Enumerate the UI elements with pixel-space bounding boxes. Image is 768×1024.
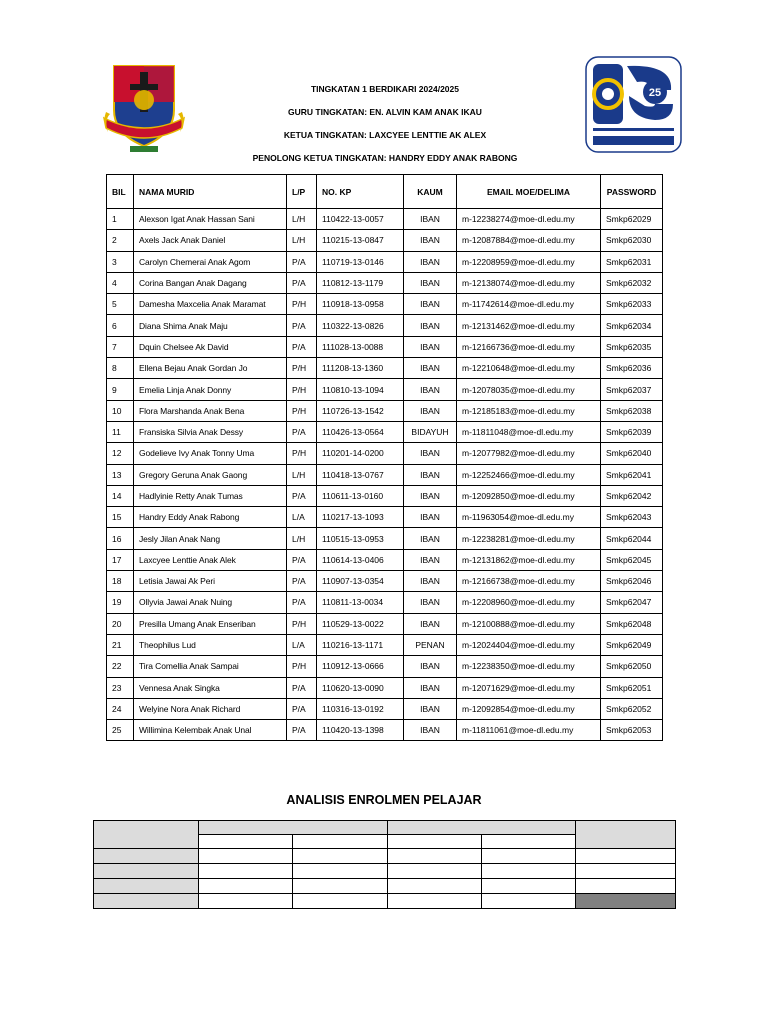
table-row [107,571,663,592]
cell-nama-murid: Theophilus Lud [134,634,287,655]
cell-bil: 4 [107,272,134,293]
cell-lp: P/A [287,720,317,741]
cell-no-kp: 110529-13-0022 [317,613,404,634]
cell-password: Smkp62040 [601,443,663,464]
cell-password: Smkp62051 [601,677,663,698]
cell-password: Smkp62043 [601,507,663,528]
cell-nama-murid: Letisia Jawai Ak Peri [134,571,287,592]
cell-no-kp: 110918-13-0958 [317,294,404,315]
cell-email: m-12100888@moe-dl.edu.my [457,613,601,634]
header-email: EMAIL MOE/DELIMA [457,175,601,209]
class-teacher: GURU TINGKATAN: EN. ALVIN KAM ANAK IKAU [288,107,482,117]
cell-email: m-11742614@moe-dl.edu.my [457,294,601,315]
cell-nama-murid: Alexson Igat Anak Hassan Sani [134,209,287,230]
class-monitor: KETUA TINGKATAN: LAXCYEE LENTTIE AK ALEX [283,130,487,140]
analysis-cell [576,821,676,849]
table-row [107,464,663,485]
cell-email: m-12238350@moe-dl.edu.my [457,656,601,677]
cell-bil: 7 [107,336,134,357]
cell-kaum: IBAN [404,358,457,379]
cell-email: m-12166736@moe-dl.edu.my [457,336,601,357]
cell-kaum: IBAN [404,294,457,315]
cell-lp: P/A [287,592,317,613]
analysis-cell [576,864,676,879]
table-header-row [107,175,663,209]
cell-email: m-12185183@moe-dl.edu.my [457,400,601,421]
cell-lp: P/H [287,358,317,379]
analysis-cell [293,879,388,894]
cell-nama-murid: Corina Bangan Anak Dagang [134,272,287,293]
cell-no-kp: 110912-13-0666 [317,656,404,677]
cell-email: m-12208959@moe-dl.edu.my [457,251,601,272]
assistant-monitor: PENOLONG KETUA TINGKATAN: HANDRY EDDY ANAK RABONG [252,153,518,163]
cell-bil: 1 [107,209,134,230]
cell-lp: L/A [287,507,317,528]
analysis-cell [94,894,199,909]
table-row [107,230,663,251]
cell-kaum: IBAN [404,528,457,549]
cell-lp: P/A [287,251,317,272]
table-row [107,634,663,655]
cell-nama-murid: Flora Marshanda Anak Bena [134,400,287,421]
analysis-title: ANALISIS ENROLMEN PELAJAR [286,793,482,807]
cell-email: m-12092854@moe-dl.edu.my [457,698,601,719]
table-row [107,315,663,336]
cell-no-kp: 110201-14-0200 [317,443,404,464]
cell-password: Smkp62044 [601,528,663,549]
header-kaum: KAUM [404,175,457,209]
cell-kaum: IBAN [404,720,457,741]
cell-kaum: IBAN [404,209,457,230]
cell-bil: 8 [107,358,134,379]
cell-lp: P/H [287,379,317,400]
cell-bil: 11 [107,421,134,442]
cell-email: m-12071629@moe-dl.edu.my [457,677,601,698]
cell-lp: P/H [287,443,317,464]
cell-kaum: IBAN [404,400,457,421]
cell-bil: 9 [107,379,134,400]
cell-no-kp: 110812-13-1179 [317,272,404,293]
cell-no-kp: 110614-13-0406 [317,549,404,570]
cell-nama-murid: Damesha Maxcelia Anak Maramat [134,294,287,315]
cell-lp: L/H [287,209,317,230]
cell-kaum: IBAN [404,613,457,634]
cell-password: Smkp62052 [601,698,663,719]
cell-password: Smkp62048 [601,613,663,634]
cell-no-kp: 110216-13-1171 [317,634,404,655]
cell-bil: 24 [107,698,134,719]
cell-lp: L/H [287,464,317,485]
cell-password: Smkp62047 [601,592,663,613]
cell-no-kp: 110426-13-0564 [317,421,404,442]
table-row [107,485,663,506]
cell-bil: 18 [107,571,134,592]
cell-nama-murid: Presilla Umang Anak Enseriban [134,613,287,634]
cell-password: Smkp62029 [601,209,663,230]
cell-kaum: IBAN [404,336,457,357]
cell-bil: 6 [107,315,134,336]
cell-lp: P/H [287,656,317,677]
cell-bil: 12 [107,443,134,464]
cell-nama-murid: Tira Comellia Anak Sampai [134,656,287,677]
cell-email: m-12087884@moe-dl.edu.my [457,230,601,251]
cell-nama-murid: Jesly Jilan Anak Nang [134,528,287,549]
cell-nama-murid: Ollyvia Jawai Anak Nuing [134,592,287,613]
header-password: PASSWORD [601,175,663,209]
cell-lp: L/A [287,634,317,655]
cell-bil: 16 [107,528,134,549]
cell-password: Smkp62033 [601,294,663,315]
cell-kaum: IBAN [404,549,457,570]
analysis-row [94,849,676,864]
analysis-cell [388,835,482,849]
header-no-kp: NO. KP [317,175,404,209]
table-row [107,677,663,698]
cell-password: Smkp62045 [601,549,663,570]
cell-kaum: IBAN [404,507,457,528]
analysis-cell [482,894,576,909]
cell-nama-murid: Welyine Nora Anak Richard [134,698,287,719]
table-row [107,698,663,719]
analysis-cell [293,894,388,909]
analysis-cell [388,864,482,879]
analysis-cell [199,821,388,835]
table-row [107,549,663,570]
analysis-cell [199,894,293,909]
cell-lp: P/H [287,294,317,315]
cell-lp: P/A [287,272,317,293]
table-row [107,379,663,400]
cell-bil: 19 [107,592,134,613]
cell-lp: P/A [287,421,317,442]
student-roster-table [106,174,663,741]
analysis-cell [293,835,388,849]
cell-nama-murid: Gregory Geruna Anak Gaong [134,464,287,485]
analysis-cell [94,849,199,864]
cell-lp: P/H [287,400,317,421]
cell-nama-murid: Laxcyee Lenttie Anak Alek [134,549,287,570]
analysis-cell [293,849,388,864]
cell-nama-murid: Vennesa Anak Singka [134,677,287,698]
analysis-cell [576,879,676,894]
table-row [107,272,663,293]
cell-email: m-11963054@moe-dl.edu.my [457,507,601,528]
cell-kaum: IBAN [404,464,457,485]
table-row [107,400,663,421]
cell-nama-murid: Emelia Linja Anak Donny [134,379,287,400]
analysis-cell [199,864,293,879]
cell-nama-murid: Willimina Kelembak Anak Unal [134,720,287,741]
analysis-cell [94,821,199,849]
cell-password: Smkp62041 [601,464,663,485]
school-crest-logo [100,62,188,156]
analysis-cell [576,894,676,909]
table-row [107,507,663,528]
anniversary-number: 25 [648,87,662,99]
cell-nama-murid: Godelieve Ivy Anak Tonny Uma [134,443,287,464]
cell-no-kp: 110620-13-0090 [317,677,404,698]
cell-bil: 10 [107,400,134,421]
cell-email: m-12131462@moe-dl.edu.my [457,315,601,336]
table-row [107,613,663,634]
cell-kaum: IBAN [404,592,457,613]
cell-bil: 23 [107,677,134,698]
cell-kaum: PENAN [404,634,457,655]
cell-nama-murid: Fransiska Silvia Anak Dessy [134,421,287,442]
cell-bil: 13 [107,464,134,485]
analysis-cell [482,835,576,849]
cell-nama-murid: Diana Shima Anak Maju [134,315,287,336]
analysis-cell [482,879,576,894]
table-row [107,421,663,442]
cell-email: m-12166738@moe-dl.edu.my [457,571,601,592]
cell-no-kp: 110719-13-0146 [317,251,404,272]
analysis-cell [199,835,293,849]
cell-lp: P/A [287,485,317,506]
cell-kaum: IBAN [404,315,457,336]
cell-no-kp: 110422-13-0057 [317,209,404,230]
cell-bil: 25 [107,720,134,741]
cell-email: m-12138074@moe-dl.edu.my [457,272,601,293]
header-bil: BIL [107,175,134,209]
cell-kaum: IBAN [404,251,457,272]
cell-no-kp: 111028-13-0088 [317,336,404,357]
cell-password: Smkp62030 [601,230,663,251]
header-lp: L/P [287,175,317,209]
cell-kaum: IBAN [404,698,457,719]
cell-email: m-12024404@moe-dl.edu.my [457,634,601,655]
cell-email: m-12078035@moe-dl.edu.my [457,379,601,400]
cell-email: m-12210648@moe-dl.edu.my [457,358,601,379]
table-row [107,358,663,379]
cell-no-kp: 110611-13-0160 [317,485,404,506]
cell-password: Smkp62037 [601,379,663,400]
cell-no-kp: 110515-13-0953 [317,528,404,549]
cell-kaum: BIDAYUH [404,421,457,442]
analysis-cell [199,879,293,894]
cell-lp: P/A [287,549,317,570]
table-row [107,528,663,549]
cell-lp: P/A [287,677,317,698]
cell-email: m-12252466@moe-dl.edu.my [457,464,601,485]
cell-no-kp: 110217-13-1093 [317,507,404,528]
cell-password: Smkp62053 [601,720,663,741]
cell-kaum: IBAN [404,485,457,506]
cell-no-kp: 110811-13-0034 [317,592,404,613]
cell-kaum: IBAN [404,677,457,698]
cell-email: m-12208960@moe-dl.edu.my [457,592,601,613]
cell-bil: 14 [107,485,134,506]
table-row [107,336,663,357]
cell-email: m-12238274@moe-dl.edu.my [457,209,601,230]
table-row [107,656,663,677]
analysis-cell [482,849,576,864]
cell-lp: L/H [287,528,317,549]
cell-no-kp: 110907-13-0354 [317,571,404,592]
analysis-cell [576,849,676,864]
class-title: TINGKATAN 1 BERDIKARI 2024/2025 [310,84,459,94]
analysis-cell [388,894,482,909]
enrolment-analysis-table [93,820,676,909]
cell-nama-murid: Hadlyinie Retty Anak Tumas [134,485,287,506]
table-row [107,294,663,315]
analysis-cell [94,879,199,894]
cell-password: Smkp62038 [601,400,663,421]
header-nama-murid: NAMA MURID [134,175,287,209]
cell-bil: 15 [107,507,134,528]
analysis-cell [199,849,293,864]
cell-no-kp: 110215-13-0847 [317,230,404,251]
cell-kaum: IBAN [404,230,457,251]
cell-bil: 2 [107,230,134,251]
class-header [200,84,570,163]
cell-nama-murid: Carolyn Chemerai Anak Agom [134,251,287,272]
cell-lp: L/H [287,230,317,251]
roster-body [107,209,663,741]
cell-password: Smkp62039 [601,421,663,442]
cell-bil: 21 [107,634,134,655]
table-row [107,209,663,230]
table-row [107,443,663,464]
cell-password: Smkp62035 [601,336,663,357]
cell-email: m-12131862@moe-dl.edu.my [457,549,601,570]
table-row [107,251,663,272]
analysis-cell [482,864,576,879]
cell-lp: P/A [287,698,317,719]
cell-password: Smkp62042 [601,485,663,506]
cell-bil: 5 [107,294,134,315]
cell-nama-murid: Ellena Bejau Anak Gordan Jo [134,358,287,379]
cell-nama-murid: Dquin Chelsee Ak David [134,336,287,357]
cell-email: m-11811048@moe-dl.edu.my [457,421,601,442]
analysis-cell [388,879,482,894]
cell-password: Smkp62034 [601,315,663,336]
cell-no-kp: 111208-13-1360 [317,358,404,379]
analysis-total-row [94,894,676,909]
cell-lp: P/A [287,571,317,592]
cell-nama-murid: Handry Eddy Anak Rabong [134,507,287,528]
cell-password: Smkp62036 [601,358,663,379]
cell-no-kp: 110418-13-0767 [317,464,404,485]
cell-kaum: IBAN [404,379,457,400]
cell-kaum: IBAN [404,656,457,677]
cell-bil: 17 [107,549,134,570]
cell-email: m-12077982@moe-dl.edu.my [457,443,601,464]
cell-bil: 22 [107,656,134,677]
cell-bil: 20 [107,613,134,634]
cell-lp: P/A [287,336,317,357]
cell-password: Smkp62031 [601,251,663,272]
cell-lp: P/H [287,613,317,634]
analysis-header-row-1 [94,821,676,835]
cell-kaum: IBAN [404,571,457,592]
cell-kaum: IBAN [404,272,457,293]
cell-email: m-11811061@moe-dl.edu.my [457,720,601,741]
cell-bil: 3 [107,251,134,272]
cell-password: Smkp62049 [601,634,663,655]
table-row [107,592,663,613]
analysis-cell [293,864,388,879]
cell-kaum: IBAN [404,443,457,464]
table-row [107,720,663,741]
analysis-cell [94,864,199,879]
analysis-row [94,879,676,894]
cell-no-kp: 110316-13-0192 [317,698,404,719]
cell-lp: P/A [287,315,317,336]
analysis-row [94,864,676,879]
cell-password: Smkp62032 [601,272,663,293]
cell-no-kp: 110322-13-0826 [317,315,404,336]
cell-password: Smkp62046 [601,571,663,592]
cell-email: m-12092850@moe-dl.edu.my [457,485,601,506]
analysis-cell [388,849,482,864]
cell-no-kp: 110726-13-1542 [317,400,404,421]
analysis-cell [388,821,576,835]
cell-password: Smkp62050 [601,656,663,677]
cell-nama-murid: Axels Jack Anak Daniel [134,230,287,251]
cell-no-kp: 110420-13-1398 [317,720,404,741]
anniversary-logo [585,56,682,153]
cell-no-kp: 110810-13-1094 [317,379,404,400]
cell-email: m-12238281@moe-dl.edu.my [457,528,601,549]
